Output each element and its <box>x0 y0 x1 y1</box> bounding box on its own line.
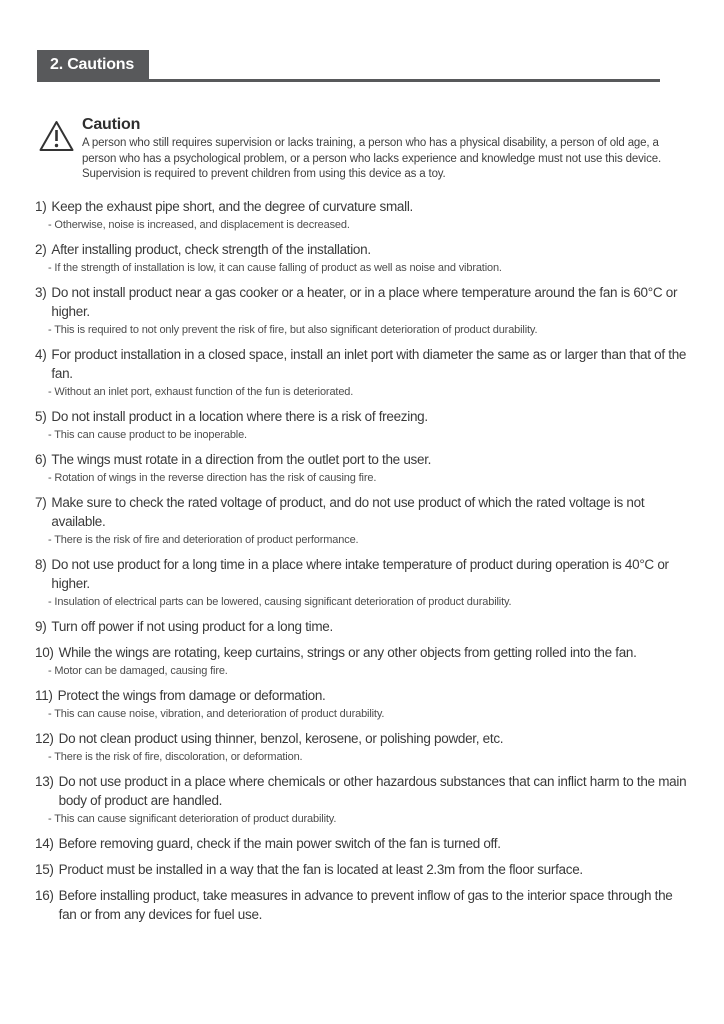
item-text: Do not use product for a long time in a place where intake temperature of product during operation is 40°C or higher. <box>51 557 669 591</box>
item-main-line <box>35 493 693 531</box>
caution-item <box>35 450 693 486</box>
item-main-line <box>35 729 693 748</box>
caution-item <box>35 643 693 679</box>
item-main-line <box>35 860 693 879</box>
item-number: 1) <box>35 199 47 214</box>
caution-item <box>35 686 693 722</box>
item-text: Before installing product, take measures in advance to prevent inflow of gas to the interior space through the fan or from any devices for fuel use. <box>58 888 673 922</box>
item-subnote: - Rotation of wings in the reverse direction has the risk of causing fire. <box>48 472 377 484</box>
caution-title: Caution <box>82 116 141 133</box>
item-number: 9) <box>35 619 47 634</box>
item-subnote: - If the strength of installation is low, it can cause falling of product as well as noise and vibration. <box>48 262 502 274</box>
warning-triangle-icon <box>38 116 82 183</box>
caution-item <box>35 834 693 853</box>
item-subnote: - This is required to not only prevent the risk of fire, but also significant deterioration of product durability. <box>48 324 538 336</box>
item-main-line <box>35 643 693 662</box>
item-main-line <box>35 345 693 383</box>
item-main-line <box>35 283 693 321</box>
item-text: For product installation in a closed space, install an inlet port with diameter the same as or larger than that of the fan. <box>51 347 687 381</box>
item-main-line <box>35 772 693 810</box>
item-text: Make sure to check the rated voltage of product, and do not use product of which the rated voltage is not available. <box>51 495 645 529</box>
item-main-line <box>35 555 693 593</box>
caution-item <box>35 345 693 400</box>
section-header <box>37 50 660 82</box>
caution-item <box>35 860 693 879</box>
item-text: Product must be installed in a way that the fan is located at least 2.3m from the floor surface. <box>58 862 583 877</box>
item-text: Do not clean product using thinner, benzol, kerosene, or polishing powder, etc. <box>58 731 504 746</box>
item-text: Protect the wings from damage or deformation. <box>57 688 326 703</box>
item-subnote: - This can cause noise, vibration, and deterioration of product durability. <box>48 708 385 720</box>
item-main-line <box>35 240 693 259</box>
item-number: 16) <box>35 888 54 903</box>
item-text: Before removing guard, check if the main power switch of the fan is turned off. <box>58 836 501 851</box>
item-main-line <box>35 450 693 469</box>
caution-item <box>35 886 693 924</box>
item-main-line <box>35 407 693 426</box>
item-subnote: - There is the risk of fire, discoloration, or deformation. <box>48 751 303 763</box>
item-text: The wings must rotate in a direction from the outlet port to the user. <box>51 452 432 467</box>
item-text: Do not install product in a location where there is a risk of freezing. <box>51 409 428 424</box>
item-number: 2) <box>35 242 47 257</box>
item-text: Do not use product in a place where chemicals or other hazardous substances that can inflict harm to the main body of product are handled. <box>58 774 687 808</box>
caution-item <box>35 407 693 443</box>
item-text: While the wings are rotating, keep curtains, strings or any other objects from getting rolled into the fan. <box>58 645 637 660</box>
caution-item <box>35 555 693 610</box>
item-subnote: - This can cause product to be inoperable. <box>48 429 247 441</box>
item-subnote: - This can cause significant deterioration of product durability. <box>48 813 337 825</box>
caution-body <box>82 116 670 183</box>
item-number: 10) <box>35 645 54 660</box>
item-number: 3) <box>35 285 47 300</box>
item-text: Turn off power if not using product for a long time. <box>51 619 333 634</box>
item-number: 15) <box>35 862 54 877</box>
caution-item <box>35 240 693 276</box>
item-text: Do not install product near a gas cooker or a heater, or in a place where temperature around the fan is 60°C or higher. <box>51 285 678 319</box>
item-number: 11) <box>35 688 53 703</box>
item-text: After installing product, check strength of the installation. <box>51 242 371 257</box>
item-main-line <box>35 834 693 853</box>
item-subnote: - Without an inlet port, exhaust function of the fun is deteriorated. <box>48 386 354 398</box>
cautions-list <box>35 197 693 931</box>
section-title: 2. Cautions <box>37 50 149 79</box>
item-subnote: - Insulation of electrical parts can be lowered, causing significant deterioration of product durability. <box>48 596 512 608</box>
item-subnote: - There is the risk of fire and deterioration of product performance. <box>48 534 359 546</box>
caution-item <box>35 729 693 765</box>
caution-item <box>35 493 693 548</box>
caution-text: A person who still requires supervision or lacks training, a person who has a physical disability, a person of old age, a person who has a psychological problem, or a person who lacks experience and knowledge must not use this device. Supervision is required to prevent children from using this device as a toy. <box>82 137 661 180</box>
item-number: 14) <box>35 836 54 851</box>
item-number: 5) <box>35 409 47 424</box>
caution-item <box>35 772 693 827</box>
item-main-line <box>35 197 693 216</box>
item-main-line <box>35 886 693 924</box>
caution-item <box>35 617 693 636</box>
caution-notice <box>38 116 670 183</box>
caution-item <box>35 197 693 233</box>
item-number: 6) <box>35 452 47 467</box>
item-number: 13) <box>35 774 54 789</box>
item-subnote: - Otherwise, noise is increased, and displacement is decreased. <box>48 219 350 231</box>
item-number: 12) <box>35 731 54 746</box>
item-text: Keep the exhaust pipe short, and the degree of curvature small. <box>51 199 413 214</box>
item-number: 7) <box>35 495 47 510</box>
item-main-line <box>35 686 693 705</box>
item-main-line <box>35 617 693 636</box>
item-subnote: - Motor can be damaged, causing fire. <box>48 665 228 677</box>
item-number: 8) <box>35 557 47 572</box>
caution-item <box>35 283 693 338</box>
item-number: 4) <box>35 347 47 362</box>
